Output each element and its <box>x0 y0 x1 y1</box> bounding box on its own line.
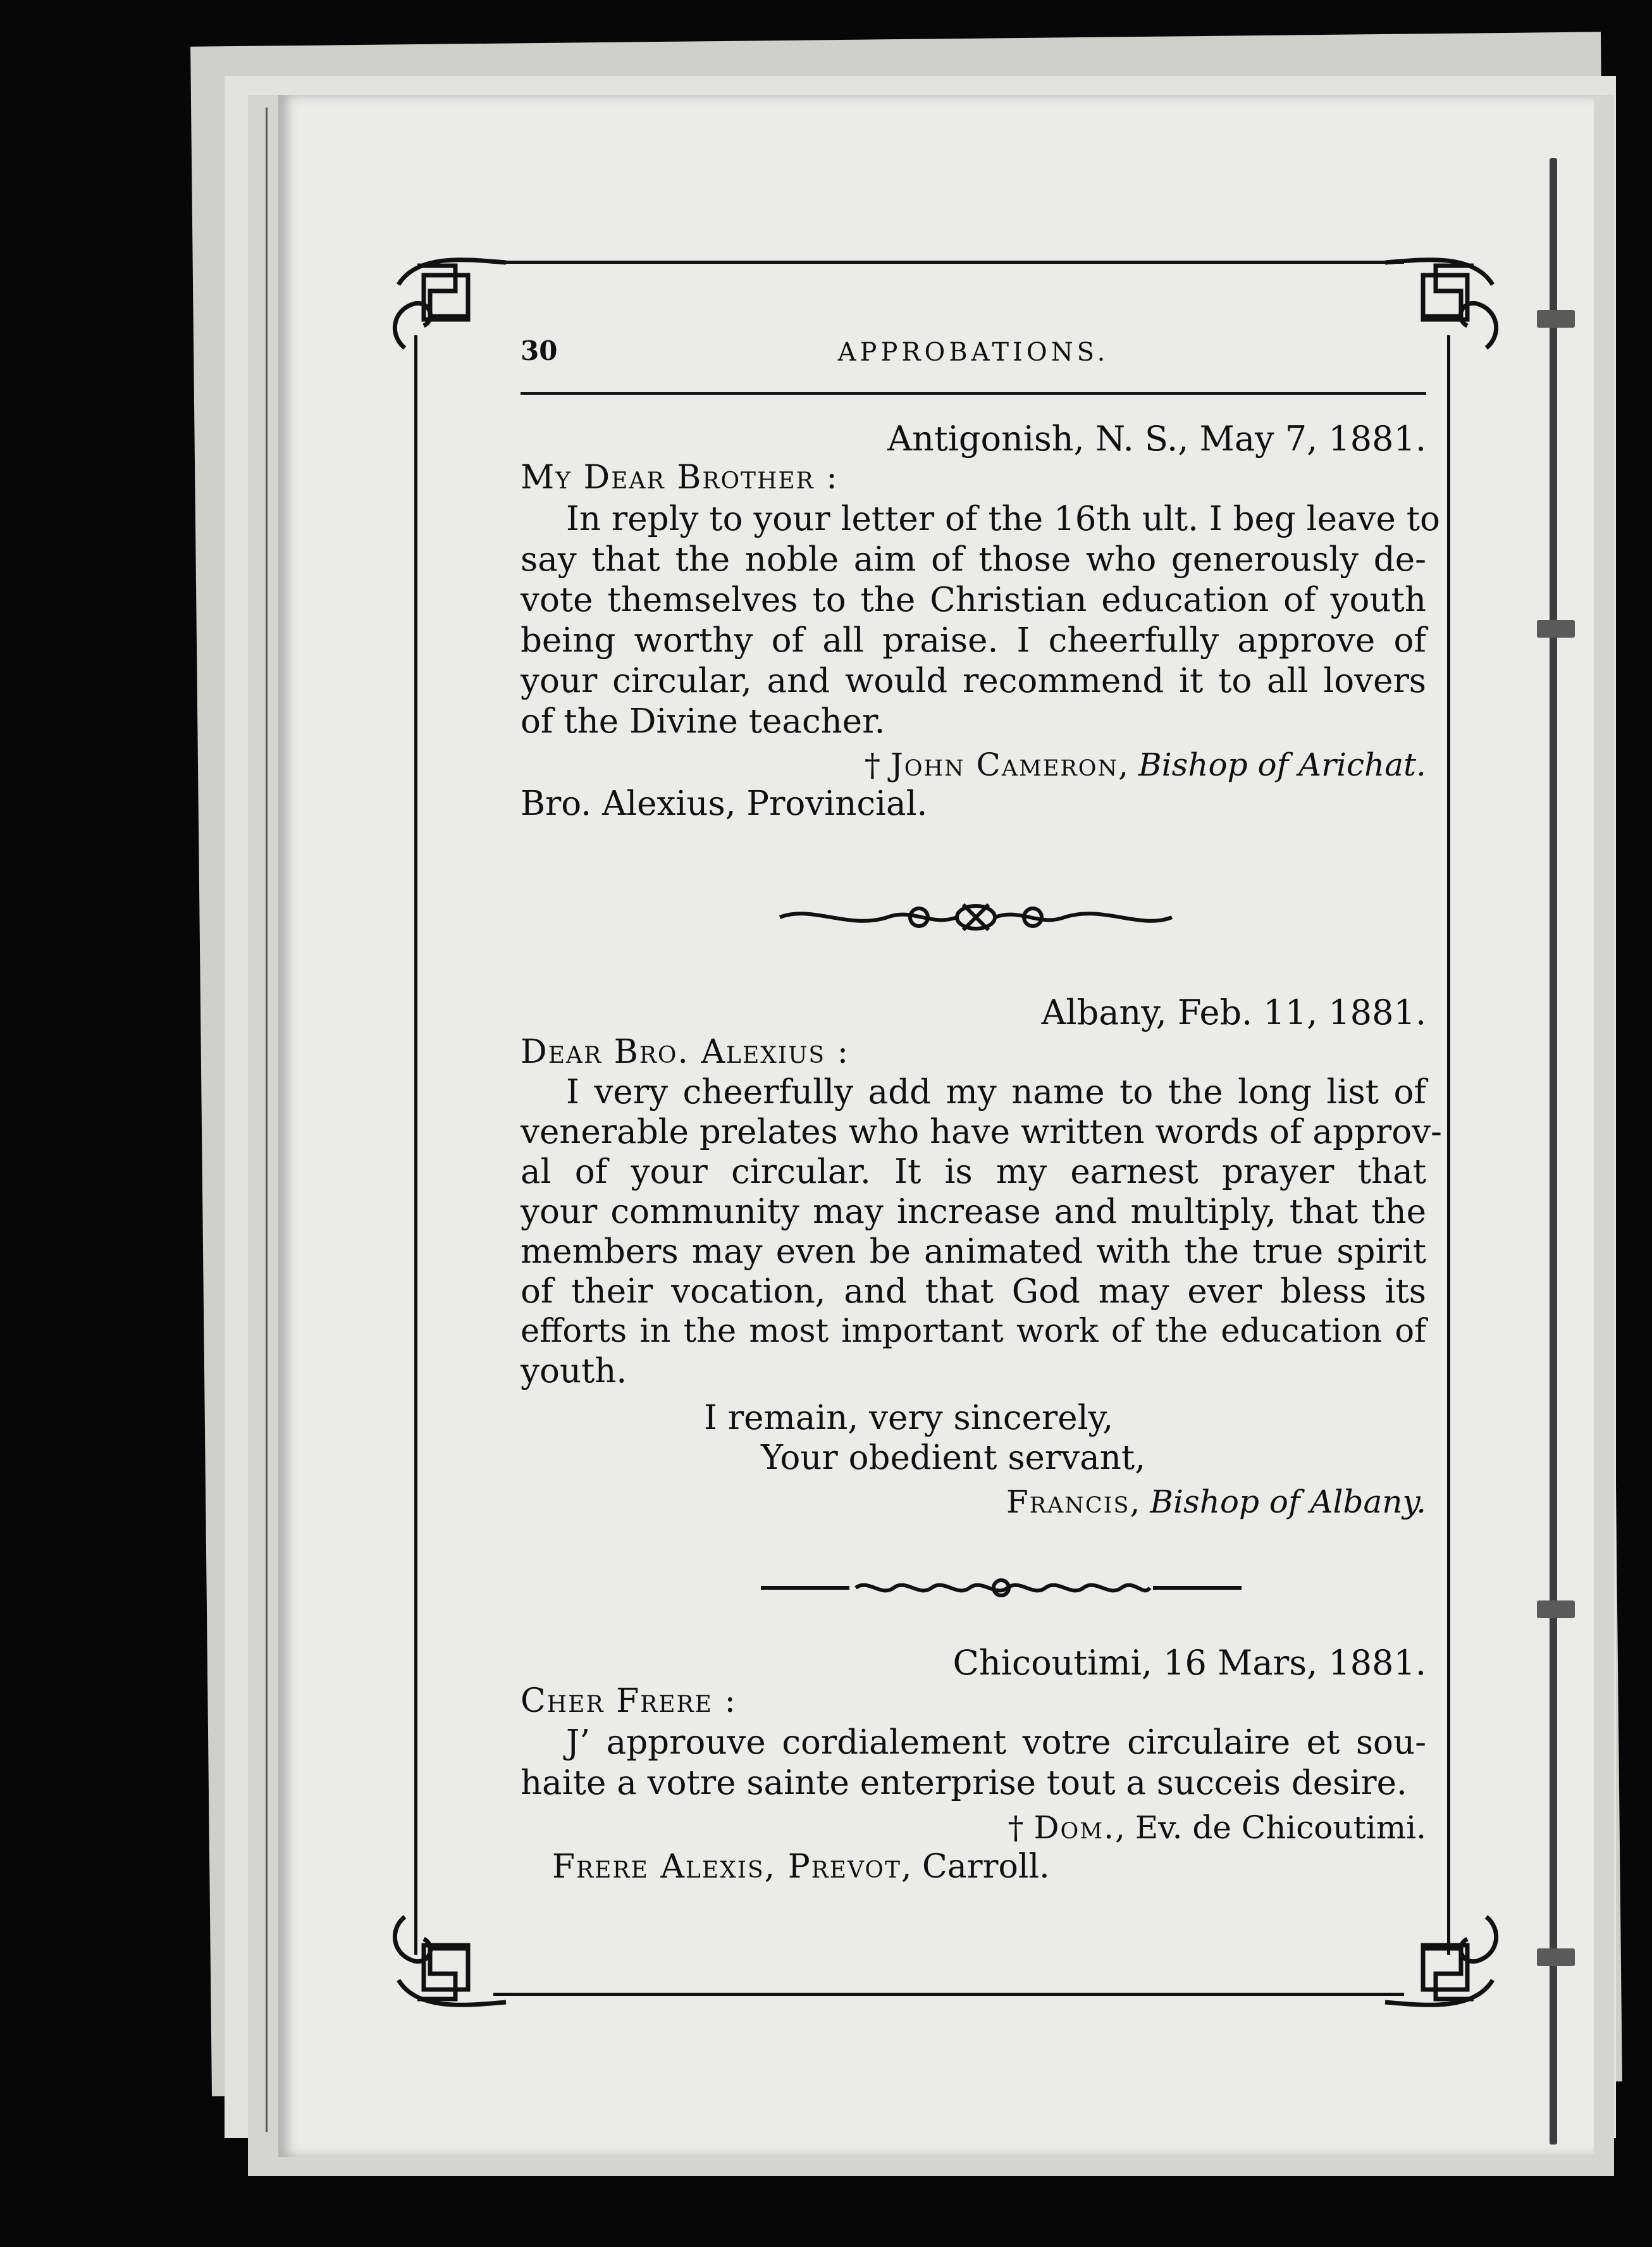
letter-2-closing: I remain, very sincerely, <box>704 1399 1114 1437</box>
signature-rest: , Ev. de Chicoutimi. <box>1114 1809 1426 1846</box>
signature-separator: , <box>1130 1483 1150 1520</box>
letter-3-addressee <box>552 1848 1426 1885</box>
binding-thread <box>1537 620 1575 638</box>
signature-name: Dom. <box>1033 1809 1115 1846</box>
letter-1-salutation: My Dear Brother : <box>521 459 839 497</box>
signature-title: Bishop of Arichat. <box>1138 746 1426 783</box>
signature-title: Bishop of Albany. <box>1150 1483 1426 1520</box>
page-edge-line <box>266 108 268 2132</box>
frame-left-line <box>414 335 417 1955</box>
letter-2-body-line: venerable prelates who have written words of approv- <box>521 1113 1442 1151</box>
letter-2-body-line: al of your circular. It is my earnest prayer that <box>521 1153 1426 1191</box>
addressee-name: Frere Alexis, Prevot <box>552 1848 901 1886</box>
corner-ornament-top-left <box>379 240 512 373</box>
letter-1-date: Antigonish, N. S., May 7, 1881. <box>887 419 1426 459</box>
letter-2-body-line: of their vocation, and that God may ever bless its <box>521 1272 1426 1311</box>
letter-2-date: Albany, Feb. 11, 1881. <box>1041 993 1426 1032</box>
page-number: 30 <box>521 335 558 366</box>
letter-1-body-line: vote themselves to the Christian education of youth <box>521 581 1426 619</box>
running-head <box>521 335 1426 373</box>
frame-right-line <box>1447 335 1450 1955</box>
corner-ornament-bottom-left <box>379 1891 512 2024</box>
letter-3-salutation: Cher Frere : <box>521 1682 737 1720</box>
letter-1-body-line: In reply to your letter of the 16th ult. I beg leave to <box>566 500 1440 538</box>
letter-2-closing: Your obedient servant, <box>761 1439 1146 1477</box>
signature-cross: † <box>864 746 891 783</box>
letter-2-signature <box>521 1483 1426 1520</box>
letter-3-body-line: J’ approuve cordialement votre circulaire et sou- <box>566 1723 1426 1762</box>
letter-2-body-line: your community may increase and multiply, that the <box>521 1192 1426 1231</box>
divider-ornament <box>774 892 1178 943</box>
letter-2-body-line: efforts in the most important work of the education of <box>521 1313 1426 1350</box>
binding-edge <box>1550 158 1557 2145</box>
binding-thread <box>1537 1600 1575 1618</box>
letter-1-body-line: say that the noble aim of those who generously de- <box>521 540 1426 579</box>
letter-3-signature <box>521 1809 1426 1846</box>
signature-separator: , <box>1118 746 1138 783</box>
page-content <box>521 335 1442 1904</box>
binding-thread <box>1537 1948 1575 1966</box>
letter-3-date: Chicoutimi, 16 Mars, 1881. <box>952 1643 1426 1683</box>
letter-3-body-line: haite a votre sainte enterprise tout a succeis desire. <box>521 1764 1407 1802</box>
signature-name: Francis <box>1006 1483 1130 1520</box>
letter-1-addressee: Bro. Alexius, Provincial. <box>521 784 928 823</box>
addressee-rest: , Carroll. <box>901 1848 1050 1886</box>
letter-1-body-line: of the Divine teacher. <box>521 702 885 741</box>
signature-name: John Cameron <box>890 746 1119 783</box>
letter-1-signature <box>521 746 1426 783</box>
letter-2-body-line: youth. <box>521 1352 627 1390</box>
corner-ornament-bottom-right <box>1379 1891 1512 2024</box>
frame-top-line <box>493 261 1404 264</box>
frame-bottom-line <box>493 1993 1404 1996</box>
divider-ornament <box>761 1569 1242 1607</box>
letter-1-body-line: your circular, and would recommend it to all lovers <box>521 662 1426 700</box>
running-title: APPROBATIONS. <box>837 338 1109 367</box>
letter-1-body-line: being worthy of all praise. I cheerfully approve of <box>521 621 1426 660</box>
letter-2-body-line: members may even be animated with the true spirit <box>521 1232 1426 1271</box>
header-rule <box>521 392 1426 395</box>
binding-thread <box>1537 310 1575 328</box>
letter-2-body-line: I very cheerfully add my name to the long list of <box>566 1073 1426 1111</box>
letter-2-salutation: Dear Bro. Alexius : <box>521 1033 850 1071</box>
signature-cross: † <box>1008 1809 1034 1846</box>
